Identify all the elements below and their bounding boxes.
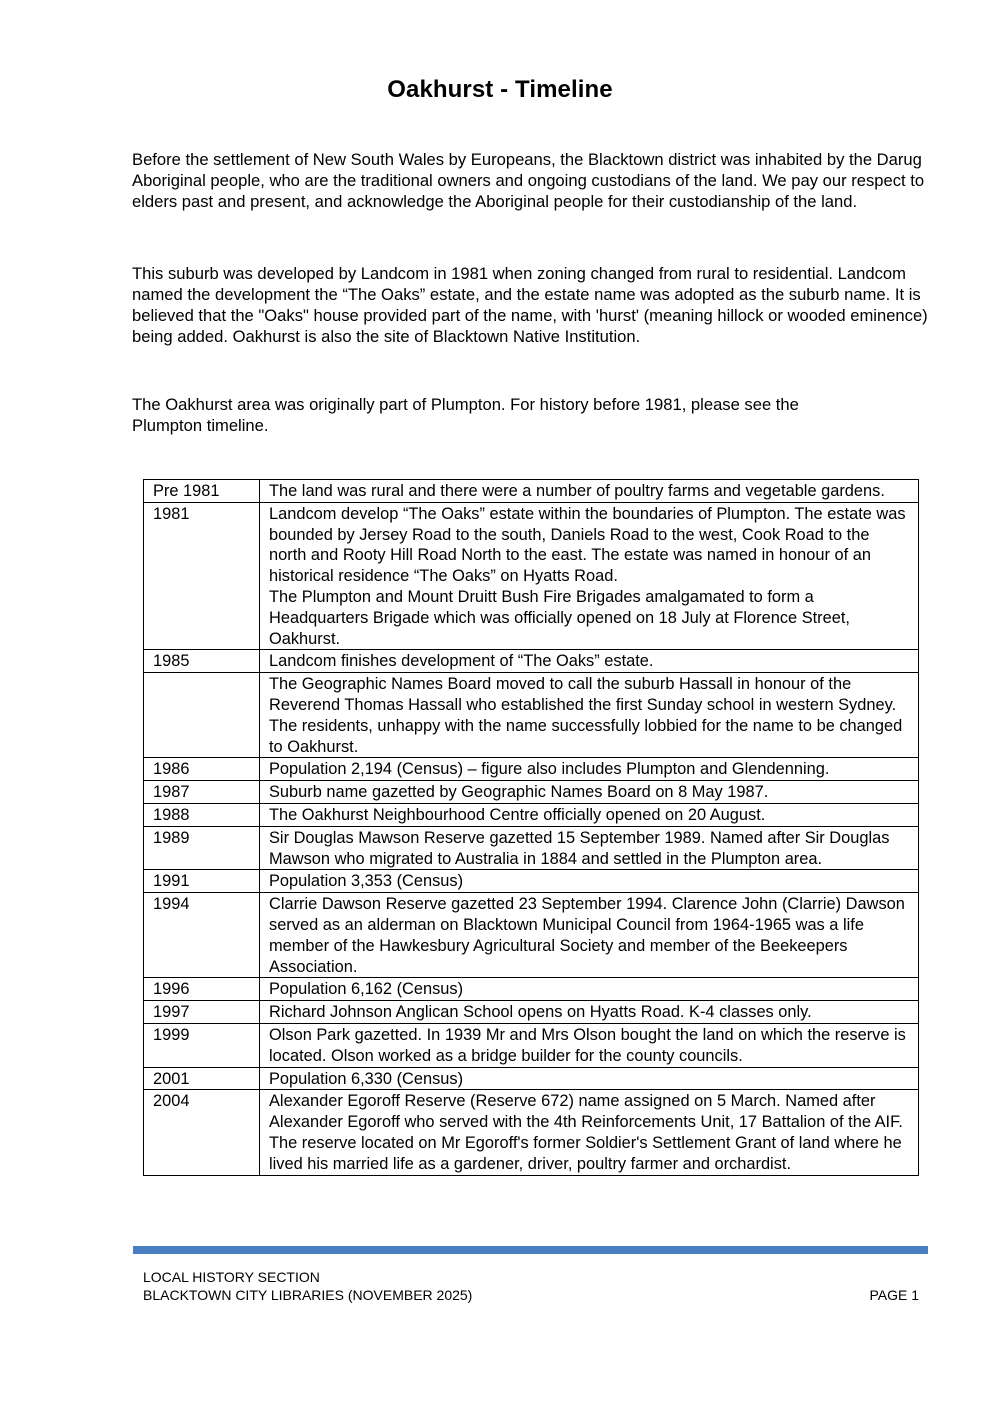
timeline-description-text: Suburb name gazetted by Geographic Names Board on 8 May 1987. — [269, 783, 769, 802]
timeline-year: 1994 — [144, 893, 260, 978]
timeline-row — [144, 758, 919, 781]
page-number: PAGE 1 — [869, 1287, 919, 1303]
footer-section-label: LOCAL HISTORY SECTION — [143, 1269, 320, 1285]
timeline-year: 1987 — [144, 781, 260, 804]
timeline-description-text: Landcom finishes development of “The Oaks” estate. — [269, 652, 654, 671]
timeline-row — [144, 781, 919, 804]
timeline-year: 1981 — [144, 502, 260, 650]
intro-text: The Oakhurst area was originally part of Plumpton. For history before 1981, please see the Plumpton timeline. — [132, 395, 799, 435]
intro-paragraph-plumpton — [132, 394, 832, 436]
intro-text: This suburb was developed by Landcom in 1981 when zoning changed from rural to residential. Landcom named the development the “The Oaks” estate, and the estate name was adopted as the suburb name. It is believed that the "Oaks" house provided part of the name, with 'hurst' (meaning hillock or wooded eminence) being added. Oakhurst is also the site of Blacktown Native Institution. — [132, 264, 928, 346]
timeline-row — [144, 673, 919, 758]
timeline-description-text: Population 2,194 (Census) – figure also includes Plumpton and Glendenning. — [269, 760, 830, 779]
timeline-description-text: Landcom develop “The Oaks” estate within the boundaries of Plumpton. The estate was bounded by Jersey Road to the south, Daniels Road to the west, Cook Road to the north and Rooty Hill Road North to the east. The estate was named in honour of an historical residence “The Oaks” on Hyatts Road. — [269, 504, 906, 586]
timeline-description-text: Sir Douglas Mawson Reserve gazetted 15 September 1989. Named after Sir Douglas Mawson who migrated to Australia in 1884 and settled in the Plumpton area. — [269, 828, 890, 868]
footer-library-label: BLACKTOWN CITY LIBRARIES (NOVEMBER 2025) — [143, 1287, 473, 1303]
timeline-row — [144, 480, 919, 503]
timeline-row — [144, 826, 919, 870]
timeline-row — [144, 502, 919, 650]
timeline-row — [144, 870, 919, 893]
timeline-row — [144, 1001, 919, 1024]
timeline-year: 1989 — [144, 826, 260, 870]
intro-paragraph-acknowledgement — [132, 149, 932, 212]
timeline-row — [144, 1067, 919, 1090]
timeline-description — [260, 480, 919, 503]
timeline-description-text: Population 3,353 (Census) — [269, 872, 464, 891]
timeline-description — [260, 870, 919, 893]
intro-paragraph-history — [132, 263, 932, 347]
timeline-row — [144, 1023, 919, 1067]
timeline-description-text: The Geographic Names Board moved to call the suburb Hassall in honour of the Reverend Thomas Hassall who established the first Sunday school in western Sydney. The residents, unhappy with the name successfully lobbied for the name to be changed to Oakhurst. — [269, 675, 903, 756]
timeline-year: 1999 — [144, 1023, 260, 1067]
timeline-year: 1991 — [144, 870, 260, 893]
timeline-year: 1988 — [144, 803, 260, 826]
timeline-row — [144, 1090, 919, 1175]
timeline-description-text: Clarrie Dawson Reserve gazetted 23 September 1994. Clarence John (Clarrie) Dawson served as an alderman on Blacktown Municipal Council from 1964-1965 was a life member of the Hawkesbury Agricultural Society and member of the Beekeepers Association. — [269, 895, 905, 976]
timeline-description — [260, 650, 919, 673]
timeline-description — [260, 1001, 919, 1024]
timeline-description — [260, 758, 919, 781]
timeline-description — [260, 1023, 919, 1067]
timeline-description — [260, 673, 919, 758]
timeline-description — [260, 978, 919, 1001]
timeline-description-text: Alexander Egoroff Reserve (Reserve 672) name assigned on 5 March. Named after Alexander Egoroff who served with the 4th Reinforcements Unit, 17 Battalion of the AIF. The reserve located on Mr Egoroff's former Soldier's Settlement Grant of land where he lived his married life as a gardener, driver, poultry farmer and orchardist. — [269, 1092, 903, 1173]
timeline-description — [260, 893, 919, 978]
timeline-year: 1985 — [144, 650, 260, 673]
timeline-row — [144, 650, 919, 673]
timeline-table — [143, 479, 919, 1176]
timeline-description-text: Olson Park gazetted. In 1939 Mr and Mrs Olson bought the land on which the reserve is located. Olson worked as a bridge builder for the county councils. — [269, 1025, 906, 1065]
timeline-year: 1997 — [144, 1001, 260, 1024]
timeline-year: 2004 — [144, 1090, 260, 1175]
timeline-description-text: The Oakhurst Neighbourhood Centre officially opened on 20 August. — [269, 805, 766, 824]
page-title: Oakhurst - Timeline — [387, 76, 613, 103]
footer-divider-bar — [133, 1246, 928, 1254]
timeline-year: 2001 — [144, 1067, 260, 1090]
timeline-description-text: Population 6,330 (Census) — [269, 1069, 464, 1088]
timeline-row — [144, 978, 919, 1001]
timeline-description — [260, 826, 919, 870]
intro-text: Before the settlement of New South Wales by Europeans, the Blacktown district was inhabited by the Darug Aboriginal people, who are the traditional owners and ongoing custodians of the land. We pay our respect to elders past and present, and acknowledge the Aboriginal people for their custodianship of the land. — [132, 150, 925, 211]
timeline-description — [260, 1067, 919, 1090]
timeline-description-text: Richard Johnson Anglican School opens on Hyatts Road. K-4 classes only. — [269, 1003, 812, 1022]
timeline-body — [144, 480, 919, 1176]
timeline-row — [144, 893, 919, 978]
timeline-row — [144, 803, 919, 826]
timeline-description-text: The land was rural and there were a number of poultry farms and vegetable gardens. — [269, 482, 885, 500]
timeline-description — [260, 502, 919, 650]
timeline-description — [260, 781, 919, 804]
timeline-year — [144, 673, 260, 758]
timeline-year: 1986 — [144, 758, 260, 781]
page-footer — [143, 1268, 919, 1304]
timeline-year: 1996 — [144, 978, 260, 1001]
timeline-year: Pre 1981 — [144, 480, 260, 503]
timeline-description-text: Population 6,162 (Census) — [269, 980, 464, 999]
timeline-description-text: The Plumpton and Mount Druitt Bush Fire Brigades amalgamated to form a Headquarters Brigade which was officially opened on 18 July at Florence Street, Oakhurst. — [269, 587, 850, 648]
timeline-description — [260, 1090, 919, 1175]
timeline-description — [260, 803, 919, 826]
